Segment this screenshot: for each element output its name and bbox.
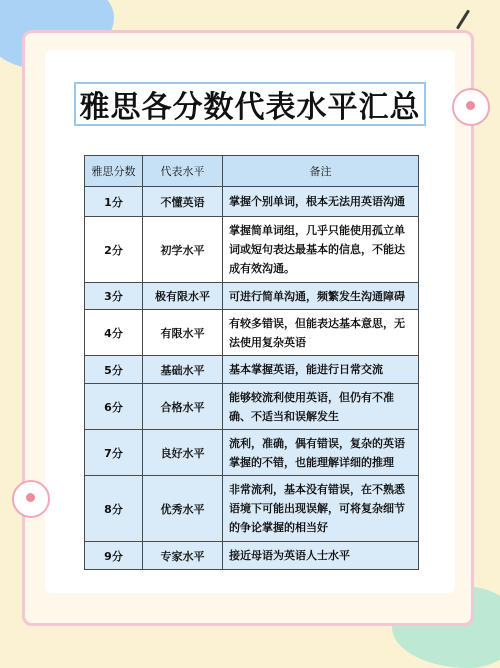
table-row: [85, 356, 419, 384]
level-cell: 优秀水平: [143, 476, 223, 542]
note-cell: 非常流利，基本没有错误，在不熟悉语境下可能出现误解，可将复杂细节的争论掌握的相当好: [223, 476, 419, 542]
table-row: [85, 430, 419, 476]
table-row: [85, 476, 419, 542]
table-row: [85, 217, 419, 283]
level-cell: 良好水平: [143, 430, 223, 476]
score-cell: 8分: [85, 476, 143, 542]
score-cell: 6分: [85, 384, 143, 430]
note-cell: 掌握简单词组，几乎只能使用孤立单词或短句表达最基本的信息，不能达成有效沟通。: [223, 217, 419, 283]
note-cell: 接近母语为英语人士水平: [223, 542, 419, 570]
level-cell: 初学水平: [143, 217, 223, 283]
note-cell: 可进行简单沟通，频繁发生沟通障碍: [223, 283, 419, 310]
score-cell: 7分: [85, 430, 143, 476]
table-row: [85, 542, 419, 570]
level-cell: 基础水平: [143, 356, 223, 384]
score-cell: 5分: [85, 356, 143, 384]
note-cell: 基本掌握英语，能进行日常交流: [223, 356, 419, 384]
table-row: [85, 310, 419, 356]
score-cell: 2分: [85, 217, 143, 283]
table-row: [85, 283, 419, 310]
level-cell: 合格水平: [143, 384, 223, 430]
note-cell: 有较多错误，但能表达基本意思，无法使用复杂英语: [223, 310, 419, 356]
page-title: 雅思各分数代表水平汇总: [74, 82, 426, 126]
level-cell: 不懂英语: [143, 187, 223, 217]
cloud-decoration: [12, 480, 50, 518]
note-cell: 掌握个别单词，根本无法用英语沟通: [223, 187, 419, 217]
score-table: [84, 155, 419, 570]
table-row: [85, 187, 419, 217]
note-cell: 能够较流利使用英语，但仍有不准确、不适当和误解发生: [223, 384, 419, 430]
score-cell: 9分: [85, 542, 143, 570]
score-cell: 1分: [85, 187, 143, 217]
column-header-level: 代表水平: [143, 156, 223, 187]
level-cell: 极有限水平: [143, 283, 223, 310]
cloud-dot: [466, 101, 475, 110]
column-header-note: 备注: [223, 156, 419, 187]
cloud-dot: [26, 493, 35, 502]
score-cell: 3分: [85, 283, 143, 310]
column-header-score: 雅思分数: [85, 156, 143, 187]
score-cell: 4分: [85, 310, 143, 356]
table-row: [85, 384, 419, 430]
level-cell: 专家水平: [143, 542, 223, 570]
sparkle-line-decoration: [456, 9, 470, 29]
note-cell: 流利，准确，偶有错误，复杂的英语掌握的不错，也能理解详细的推理: [223, 430, 419, 476]
level-cell: 有限水平: [143, 310, 223, 356]
cloud-decoration: [452, 88, 490, 126]
table-header-row: [85, 156, 419, 187]
